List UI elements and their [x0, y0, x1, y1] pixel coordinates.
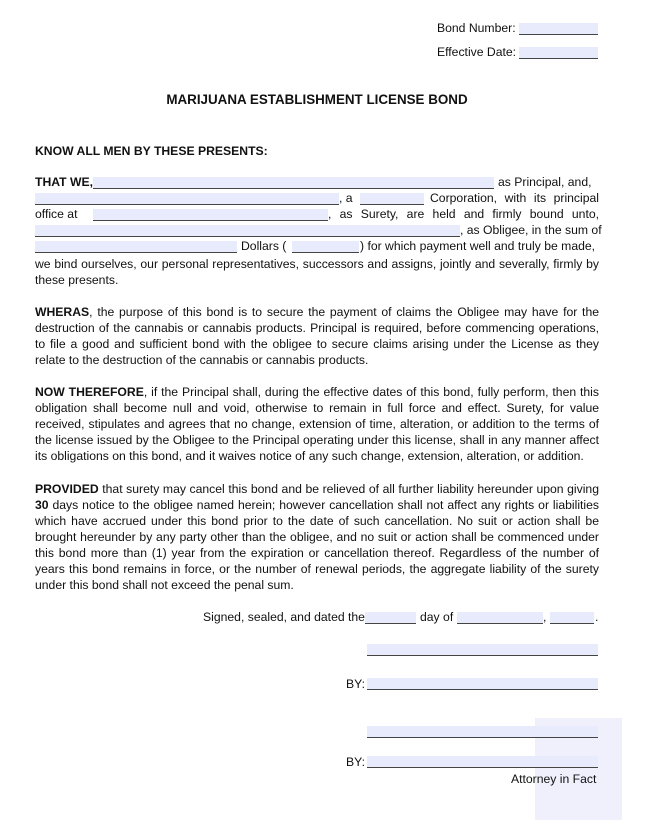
- bond-number-label: Bond Number:: [437, 21, 516, 35]
- signed-year-field[interactable]: [550, 612, 594, 624]
- signed-month-field[interactable]: [457, 612, 543, 624]
- signed-day-field[interactable]: [365, 612, 416, 624]
- effective-date-label: Effective Date:: [437, 45, 517, 59]
- provided-paragraph: [35, 481, 599, 593]
- obligee-name-field[interactable]: [35, 225, 460, 237]
- notice-days: 30: [35, 498, 49, 512]
- provided-lead: PROVIDED: [35, 482, 99, 496]
- surety-name-sign-field[interactable]: [367, 726, 598, 738]
- that-we-label: THAT WE,: [35, 175, 93, 189]
- bond-amount-words-field[interactable]: [35, 241, 237, 253]
- for-which-text: ) for which payment well and truly be made,: [360, 239, 596, 253]
- date-period: .: [595, 610, 599, 624]
- whereas-lead: WHERAS: [35, 305, 90, 319]
- as-obligee-text: , as Obligee, in the sum of: [460, 223, 602, 237]
- as-principal-text: as Principal, and,: [498, 175, 592, 189]
- by-label-surety: BY:: [346, 755, 365, 769]
- effective-date-field[interactable]: [519, 47, 598, 59]
- surety-signature-field[interactable]: [367, 756, 598, 768]
- office-at-label: office at: [35, 207, 78, 221]
- dollars-text: Dollars (: [241, 239, 287, 253]
- a-text: , a: [339, 191, 353, 205]
- provided-text-1: that surety may cancel this bond and be relieved of all further liability hereunder upon giving: [98, 482, 599, 496]
- now-therefore-paragraph: [35, 384, 599, 464]
- surety-state-field[interactable]: [360, 193, 424, 205]
- bind-ourselves-line: we bind ourselves, our personal representatives, successors and assigns, jointly and severally, firmly by: [35, 257, 599, 271]
- attorney-in-fact-label: Attorney in Fact: [511, 772, 597, 786]
- surety-office-field[interactable]: [93, 209, 328, 221]
- as-surety-text: , as Surety, are held and firmly bound unto,: [328, 207, 599, 221]
- signed-sealed-text: Signed, sealed, and dated the: [203, 610, 365, 624]
- corporation-text: Corporation, with its principal: [430, 191, 599, 205]
- principal-address-field[interactable]: [35, 193, 339, 205]
- these-presents-line: these presents.: [35, 273, 119, 287]
- bond-amount-figures-field[interactable]: [292, 241, 359, 253]
- provided-text-2: days notice to the obligee named herein; however cancellation shall not affect any rights or liabilities which have accrued under this bond prior to the date of such cancellation. No suit or action shall be brought hereunder by any party other than the obligee, and no suit or action shall be commenced under this bond more than (1) year from the expiration or cancellation thereof. Regardless of the number of years this bond remains in force, or the number of renewal periods, the aggregate liability of the surety under this bond shall not exceed the penal sum.: [35, 498, 599, 592]
- now-therefore-lead: NOW THEREFORE: [35, 385, 144, 399]
- know-all-heading: KNOW ALL MEN BY THESE PRESENTS:: [35, 144, 268, 158]
- document-title: MARIJUANA ESTABLISHMENT LICENSE BOND: [166, 92, 468, 107]
- day-of-text: day of: [420, 610, 454, 624]
- now-therefore-text: , if the Principal shall, during the effective dates of this bond, fully perform, then this obligation shall become null and void, otherwise to remain in full force and effect. Surety, for value received, stipulates and agrees that no change, extension of time, alteration, or addition to the terms of the license issued by the Obligee to the Principal operating under this license, shall in any manner affect its obligations on this bond, and it waives notice of any such change, extension, alteration, or addition.: [35, 385, 599, 463]
- bond-number-field[interactable]: [519, 23, 598, 35]
- whereas-text: , the purpose of this bond is to secure the payment of claims the Obligee may have for the destruction of the cannabis or cannabis products. Principal is required, before commencing operations, to file a good and sufficient bond with the obligee to secure claims arising under the License as they relate to the destruction of the cannabis or cannabis products.: [35, 305, 599, 367]
- principal-signature-field[interactable]: [367, 678, 598, 690]
- date-comma: ,: [543, 610, 547, 624]
- by-label-principal: BY:: [346, 677, 365, 691]
- principal-name-sign-field[interactable]: [367, 644, 598, 656]
- whereas-paragraph: [35, 304, 599, 368]
- principal-name-field[interactable]: [93, 177, 494, 189]
